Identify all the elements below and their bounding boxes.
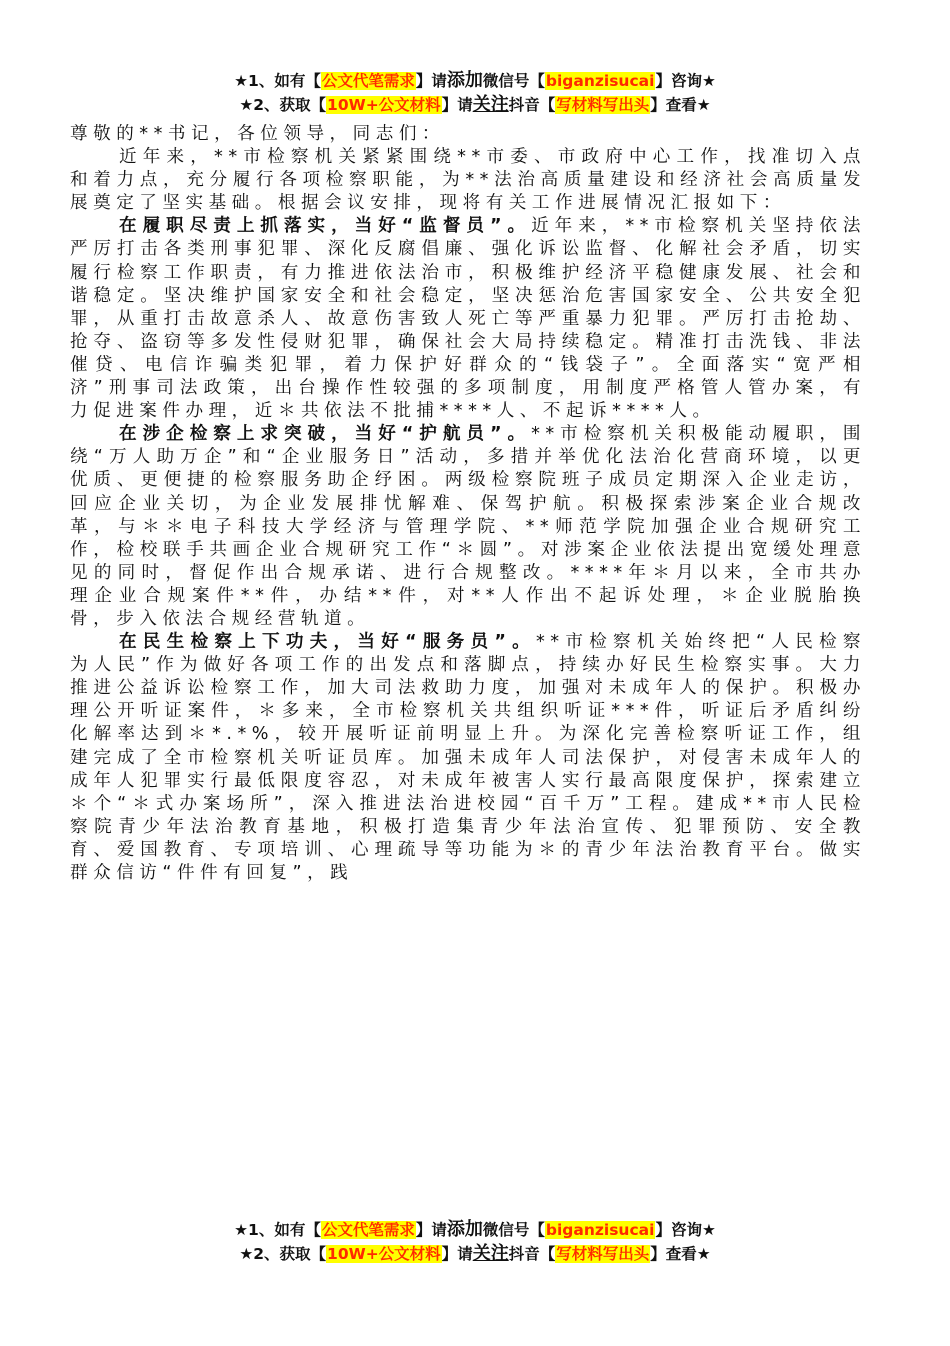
banner-text: 】咨询★ [655,72,716,90]
banner-text: 】查看★ [650,96,711,114]
intro-paragraph: 近年来，**市检察机关紧紧围绕**市委、市政府中心工作，找准切入点和着力点，充分履行各项检察职能，为**法治高质量建设和经济社会高质量发展奠定了坚实基础。根据会议安排，现将有关工作进展情况汇报如下： [70,147,866,214]
section-heading: 在涉企检察上求突破，当好“护航员”。 [119,424,532,445]
document-body [70,123,866,885]
banner-text: 抖音【 [508,1245,556,1263]
section-paragraph [70,215,866,423]
banner-text: 】请 [415,1221,447,1239]
banner-highlight: 10W+公文材料 [327,1245,441,1263]
banner-text: 微信号【 [482,1221,545,1239]
bottom-banner-line-1 [70,1219,880,1241]
banner-text: 】请 [441,96,473,114]
banner-highlight: 10W+公文材料 [327,96,441,114]
banner-emphasis: 添加 [446,1219,483,1240]
banner-highlight: biganzisucai [545,72,655,90]
banner-highlight: 写材料写出头 [556,1245,650,1263]
banner-text: ★2、获取【 [239,1245,327,1263]
section-paragraph [70,631,866,885]
top-banner-line-2 [70,94,880,116]
banner-emphasis: 添加 [446,70,483,91]
banner-highlight: 写材料写出头 [556,96,650,114]
banner-text: 抖音【 [508,96,556,114]
banner-highlight: biganzisucai [545,1221,655,1239]
section-body: 近年来，**市检察机关坚持依法严厉打击各类刑事犯罪、深化反腐倡廉、强化诉讼监督、化解社会矛盾，切实履行检察工作职责，有力推进依法治市，积极维护经济平稳健康发展、社会和谐稳定。坚决维护国家安全和社会稳定，坚决惩治危害国家安全、公共安全犯罪，从重打击故意杀人、故意伤害致人死亡等严重暴力犯罪。严厉打击抢劫、抢夺、盗窃等多发性侵财犯罪，确保社会大局持续稳定。精准打击洗钱、非法催贷、电信诈骗类犯罪，着力保护好群众的“钱袋子”。全面落实“宽严相济”刑事司法政策，出台操作性较强的多项制度，用制度严格管人管办案，有力促进案件办理，近＊共依法不批捕****人、不起诉****人。 [70,216,866,422]
section-body: **市检察机关积极能动履职，围绕“万人助万企”和“企业服务日”活动，多措并举优化法治化营商环境，以更优质、更便捷的检察服务助企纾困。两级检察院班子成员定期深入企业走访，回应企业关切，为企业发展排忧解难、保驾护航。积极探索涉案企业合规改革，与＊＊电子科技大学经济与管理学院、**师范学院加强企业合规研究工作，检校联手共画企业合规研究工作“＊圆”。对涉案企业依法提出宽缓处理意见的同时，督促作出合规承诺、进行合规整改。****年＊月以来，全市共办理企业合规案件**件，办结**件，对**人作出不起诉处理，＊企业脱胎换骨，步入依法合规经营轨道。 [70,424,866,629]
banner-text: 】查看★ [650,1245,711,1263]
banner-text: 微信号【 [482,72,545,90]
banner-text: 】请 [441,1245,473,1263]
banner-text: 】请 [415,72,447,90]
section-heading: 在履职尽责上抓落实，当好“监督员”。 [119,216,532,237]
banner-emphasis: 关注 [472,1243,509,1264]
banner-text: ★1、如有【 [234,72,321,90]
section-paragraph [70,423,866,631]
section-body: **市检察机关始终把“人民检察为人民”作为做好各项工作的出发点和落脚点，持续办好民生检察实事。大力推进公益诉讼检察工作，加大司法救助力度，加强对未成年人的保护。积极办理公开听证案件，＊多来，全市检察机关共组织听证***件，听证后矛盾纠纷化解率达到＊*.*%，较开展听证前明显上升。为深化完善检察听证工作，组建完成了全市检察机关听证员库。加强未成年人司法保护，对侵害未成年人的成年人犯罪实行最低限度容忍，对未成年被害人实行最高限度保护，探索建立＊个“＊式办案场所”，深入推进法治进校园“百千万”工程。建成**市人民检察院青少年法治教育基地，积极打造集青少年法治宣传、犯罪预防、安全教育、爱国教育、专项培训、心理疏导等功能为＊的青少年法治教育平台。做实群众信访“件件有回复”，践 [70,632,866,883]
banner-text: ★1、如有【 [234,1221,321,1239]
banner-highlight: 公文代笔需求 [321,1221,415,1239]
salutation: 尊敬的**书记，各位领导，同志们： [70,124,446,144]
banner-text: ★2、获取【 [239,96,327,114]
banner-highlight: 公文代笔需求 [321,72,415,90]
banner-text: 】咨询★ [655,1221,716,1239]
top-banner-line-1 [70,70,880,92]
bottom-banner-line-2 [70,1243,880,1265]
banner-emphasis: 关注 [472,94,509,115]
section-heading: 在民生检察上下功夫，当好“服务员”。 [119,632,536,653]
